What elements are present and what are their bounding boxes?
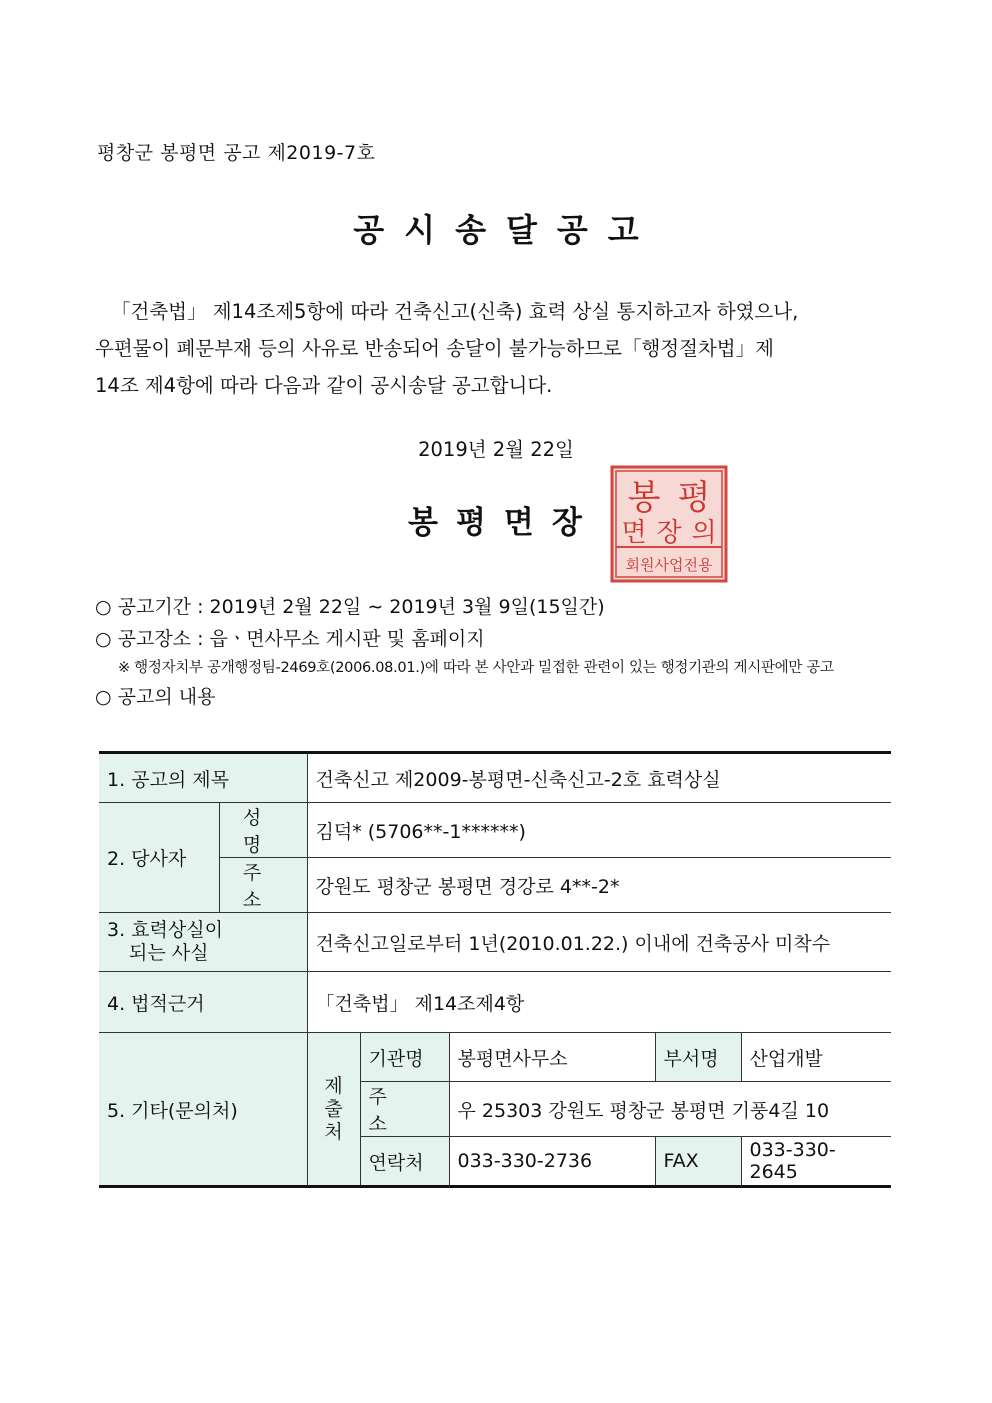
name-value: 김덕* (5706**-1******) xyxy=(307,803,891,858)
address-label: 주소 xyxy=(219,858,307,913)
legal-basis-label: 4. 법적근거 xyxy=(99,972,307,1033)
table-row xyxy=(99,972,891,1033)
fact-label xyxy=(99,913,307,972)
phone-label: 연락처 xyxy=(360,1137,449,1187)
fact-value: 건축신고일로부터 1년(2010.01.22.) 이내에 건축공사 미착수 xyxy=(307,913,891,972)
notice-place: ○ 공고장소 : 읍ㆍ면사무소 게시판 및 홈페이지 xyxy=(95,628,485,650)
svg-text:의: 의 xyxy=(691,518,717,548)
legal-basis-value: 「건축법」 제14조제4항 xyxy=(307,972,891,1033)
party-label: 2. 당사자 xyxy=(99,803,219,913)
contact-address-value: 우 25303 강원도 평창군 봉평면 기풍4길 10 xyxy=(449,1082,891,1137)
notice-note: ※ 행정자치부 공개행정팀-2469호(2006.08.01.)에 따라 본 사안과 밀접한 관련이 있는 행정기관의 게시판에만 공고 xyxy=(118,660,834,676)
svg-text:평: 평 xyxy=(677,478,711,518)
notice-number: 평창군 봉평면 공고 제2019-7호 xyxy=(97,142,376,164)
submit-office-char: 출 xyxy=(324,1097,343,1120)
notice-details-table xyxy=(99,751,891,1188)
svg-text:회원사업전용: 회원사업전용 xyxy=(625,556,713,574)
fax-value: 033-330-2645 xyxy=(741,1137,891,1187)
notice-body xyxy=(95,293,895,404)
svg-text:봉: 봉 xyxy=(627,478,661,518)
body-line-2: 우편물이 폐문부재 등의 사유로 반송되어 송달이 불가능하므로「행정절차법」제 xyxy=(95,337,774,360)
fact-label-line-2: 되는 사실 xyxy=(129,942,209,964)
table-row xyxy=(99,913,891,972)
fax-label: FAX xyxy=(655,1137,741,1187)
org-label: 기관명 xyxy=(360,1033,449,1082)
subject-value: 건축신고 제2009-봉평면-신축신고-2호 효력상실 xyxy=(307,753,891,803)
fact-label-line-1: 3. 효력상실이 xyxy=(107,919,223,941)
subject-label: 1. 공고의 제목 xyxy=(99,753,307,803)
notice-date: 2019년 2월 22일 xyxy=(418,438,574,461)
official-seal-icon xyxy=(610,465,728,583)
table-row xyxy=(99,753,891,803)
submit-office-label xyxy=(307,1033,360,1187)
dept-label: 부서명 xyxy=(655,1033,741,1082)
contact-label: 5. 기타(문의처) xyxy=(99,1033,307,1187)
org-value: 봉평면사무소 xyxy=(449,1033,655,1082)
name-label: 성명 xyxy=(219,803,307,858)
notice-content-heading: ○ 공고의 내용 xyxy=(95,686,216,708)
svg-text:장: 장 xyxy=(656,518,682,548)
table-row xyxy=(99,1033,891,1082)
contact-address-label: 주소 xyxy=(360,1082,449,1137)
table-row xyxy=(99,803,891,858)
phone-value: 033-330-2736 xyxy=(449,1137,655,1187)
submit-office-char: 처 xyxy=(324,1120,343,1143)
address-value: 강원도 평창군 봉평면 경강로 4**-2* xyxy=(307,858,891,913)
document-title: 공시송달공고 xyxy=(353,211,659,249)
body-line-3: 14조 제4항에 따라 다음과 같이 공시송달 공고합니다. xyxy=(95,374,553,397)
svg-text:면: 면 xyxy=(621,518,647,548)
signer-title: 봉평면장 xyxy=(408,505,600,541)
dept-value: 산업개발 xyxy=(741,1033,891,1082)
body-line-1: 「건축법」 제14조제5항에 따라 건축신고(신축) 효력 상실 통지하고자 하였으나, xyxy=(111,300,799,323)
notice-period: ○ 공고기간 : 2019년 2월 22일 ∼ 2019년 3월 9일(15일간) xyxy=(95,596,605,618)
submit-office-char: 제 xyxy=(324,1074,343,1097)
